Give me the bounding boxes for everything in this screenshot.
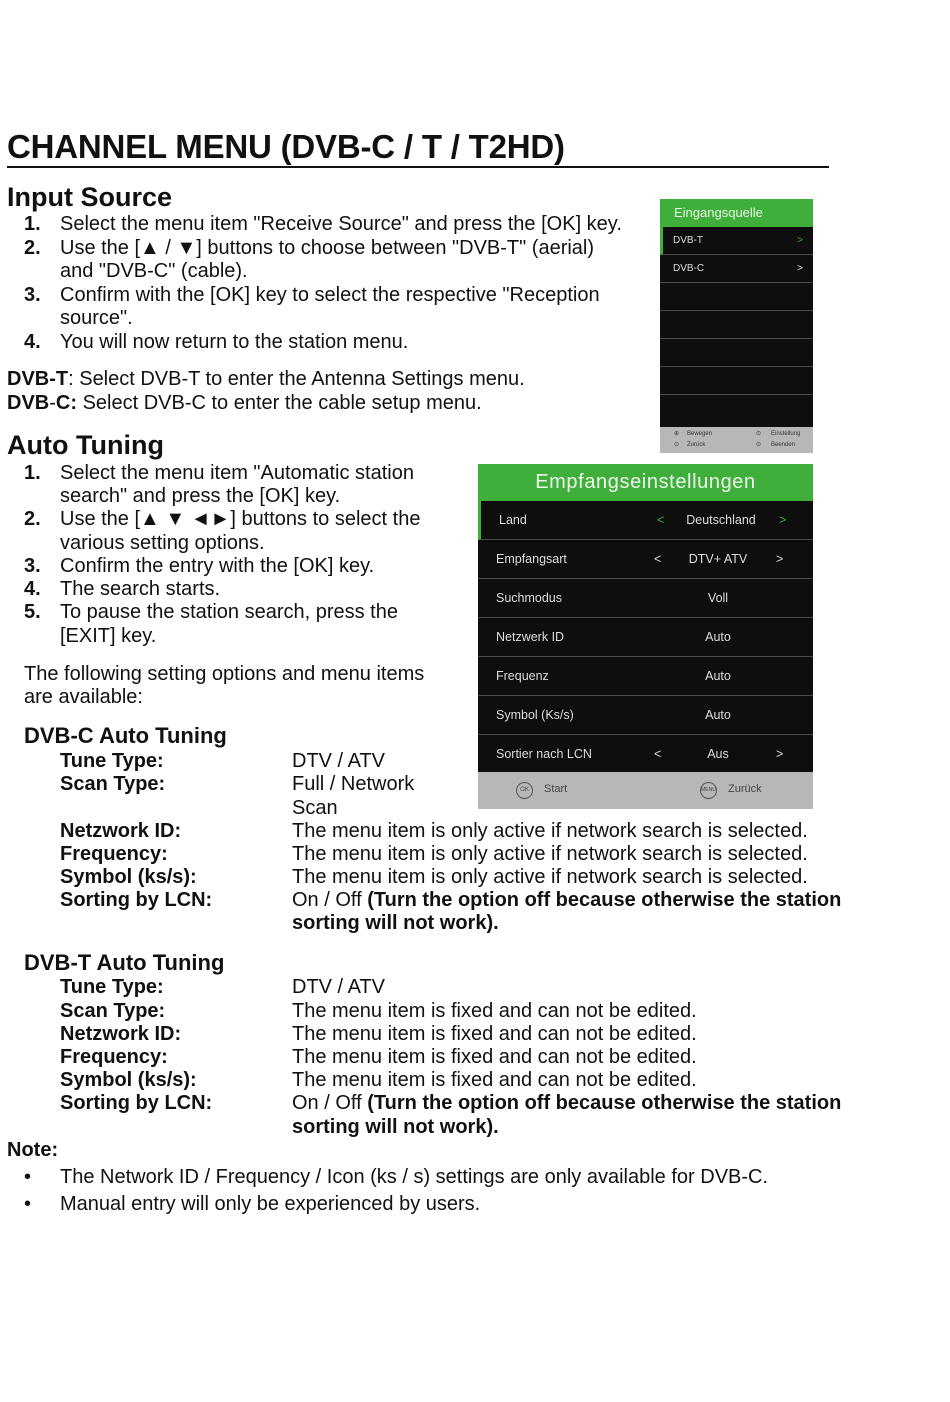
- menu-row-land: Land < Deutschland >: [478, 501, 813, 540]
- dvbt-frequency-label: Frequency:: [60, 1046, 168, 1068]
- reception-settings-header: Empfangseinstellungen: [478, 464, 813, 501]
- dvbc-scan-type-label: Scan Type:: [60, 773, 166, 795]
- menu-empty-row: [660, 395, 813, 423]
- dvbt-tune-type-label: Tune Type:: [60, 976, 164, 998]
- settings-intro-line-1: The following setting options and menu items: [24, 663, 425, 685]
- page-title: CHANNEL MENU (DVB-C / T / T2HD): [7, 128, 829, 168]
- dvbt-frequency-value: The menu item is fixed and can not be edited.: [292, 1046, 697, 1068]
- menu-empty-row: [660, 283, 813, 311]
- chevron-right-icon: >: [776, 552, 784, 566]
- menu-empty-row: [660, 367, 813, 395]
- dvbc-network-id-value: The menu item is only active if network search is selected.: [292, 820, 808, 842]
- chevron-left-icon: <: [654, 747, 662, 761]
- dvbc-lcn-note: sorting will not work).: [292, 912, 499, 934]
- dvbt-tune-type-value: DTV / ATV: [292, 976, 385, 998]
- dvbc-description: DVB-C: Select DVB-C to enter the cable setup menu.: [7, 392, 482, 414]
- input-source-heading: Input Source: [7, 182, 173, 212]
- dvbc-symbol-value: The menu item is only active if network search is selected.: [292, 866, 808, 888]
- dvbt-auto-tuning-heading: DVB-T Auto Tuning: [24, 950, 225, 975]
- menu-button-icon: MENU: [700, 782, 717, 799]
- dvbt-network-id-label: Netzwork ID:: [60, 1023, 182, 1045]
- note-item-1: The Network ID / Frequency / Icon (ks / s) settings are only available for DVB-C.: [60, 1166, 769, 1188]
- input-source-menu-screenshot: [660, 199, 813, 453]
- input-source-menu-footer: ⊕ Bewegen ⊙ Einstellung ⊙ Zurück ⊙ Beenden: [660, 427, 813, 453]
- ok-button-icon: OK: [516, 782, 533, 799]
- bullet-icon: •: [24, 1193, 32, 1215]
- dvbt-network-id-value: The menu item is fixed and can not be edited.: [292, 1023, 697, 1045]
- dvbc-scan-type-value-cont: Scan: [292, 797, 338, 819]
- dvbc-symbol-label: Symbol (ks/s):: [60, 866, 197, 888]
- chevron-left-icon: <: [657, 513, 665, 527]
- menu-item-dvbt: DVB-T >: [660, 227, 813, 255]
- dvbt-symbol-label: Symbol (ks/s):: [60, 1069, 197, 1091]
- menu-row-frequenz: Frequenz Auto: [478, 657, 813, 696]
- back-icon: ⊙: [674, 442, 680, 448]
- menu-row-empfangsart: Empfangsart < DTV+ ATV >: [478, 540, 813, 579]
- chevron-right-icon: >: [779, 513, 787, 527]
- dvbt-symbol-value: The menu item is fixed and can not be edited.: [292, 1069, 697, 1091]
- dvbt-lcn-note: sorting will not work).: [292, 1116, 499, 1138]
- dvbc-scan-type-value: Full / Network: [292, 773, 415, 795]
- auto-tuning-heading: Auto Tuning: [7, 430, 164, 460]
- dvbt-scan-type-value: The menu item is fixed and can not be edited.: [292, 1000, 697, 1022]
- note-label: Note:: [7, 1139, 59, 1161]
- dvbt-lcn-label: Sorting by LCN:: [60, 1092, 213, 1114]
- chevron-right-icon: >: [797, 235, 803, 246]
- menu-empty-row: [660, 311, 813, 339]
- bullet-icon: •: [24, 1166, 32, 1188]
- enter-icon: ⊙: [756, 431, 762, 437]
- dvbc-tune-type-value: DTV / ATV: [292, 750, 385, 772]
- reception-settings-footer: OK Start MENU Zurück: [478, 772, 813, 809]
- chevron-right-icon: >: [776, 747, 784, 761]
- menu-row-suchmodus: Suchmodus Voll: [478, 579, 813, 618]
- dvbc-network-id-label: Netzwork ID:: [60, 820, 182, 842]
- menu-row-sortier-lcn: Sortier nach LCN < Aus >: [478, 735, 813, 774]
- dvbc-auto-tuning-heading: DVB-C Auto Tuning: [24, 723, 227, 748]
- chevron-right-icon: >: [797, 263, 803, 274]
- input-source-menu-header: Eingangsquelle: [660, 199, 813, 227]
- exit-icon: ⊙: [756, 442, 762, 448]
- dvbc-frequency-label: Frequency:: [60, 843, 168, 865]
- dvbc-frequency-value: The menu item is only active if network search is selected.: [292, 843, 808, 865]
- reception-settings-menu-screenshot: [478, 464, 813, 809]
- dvbc-tune-type-label: Tune Type:: [60, 750, 164, 772]
- dvbt-lcn-value: On / Off (Turn the option off because otherwise the station: [292, 1092, 842, 1114]
- dvbc-lcn-label: Sorting by LCN:: [60, 889, 213, 911]
- menu-row-netzwerk-id: Netzwerk ID Auto: [478, 618, 813, 657]
- dvbc-lcn-value: On / Off (Turn the option off because otherwise the station: [292, 889, 842, 911]
- menu-row-symbol: Symbol (Ks/s) Auto: [478, 696, 813, 735]
- settings-intro-line-2: are available:: [24, 686, 143, 708]
- dvbt-description: DVB-T: Select DVB-T to enter the Antenna Settings menu.: [7, 368, 525, 390]
- note-item-2: Manual entry will only be experienced by users.: [60, 1193, 481, 1215]
- dvbt-scan-type-label: Scan Type:: [60, 1000, 166, 1022]
- chevron-left-icon: <: [654, 552, 662, 566]
- move-icon: ⊕: [674, 431, 680, 437]
- menu-item-dvbc: DVB-C >: [660, 255, 813, 283]
- menu-empty-row: [660, 339, 813, 367]
